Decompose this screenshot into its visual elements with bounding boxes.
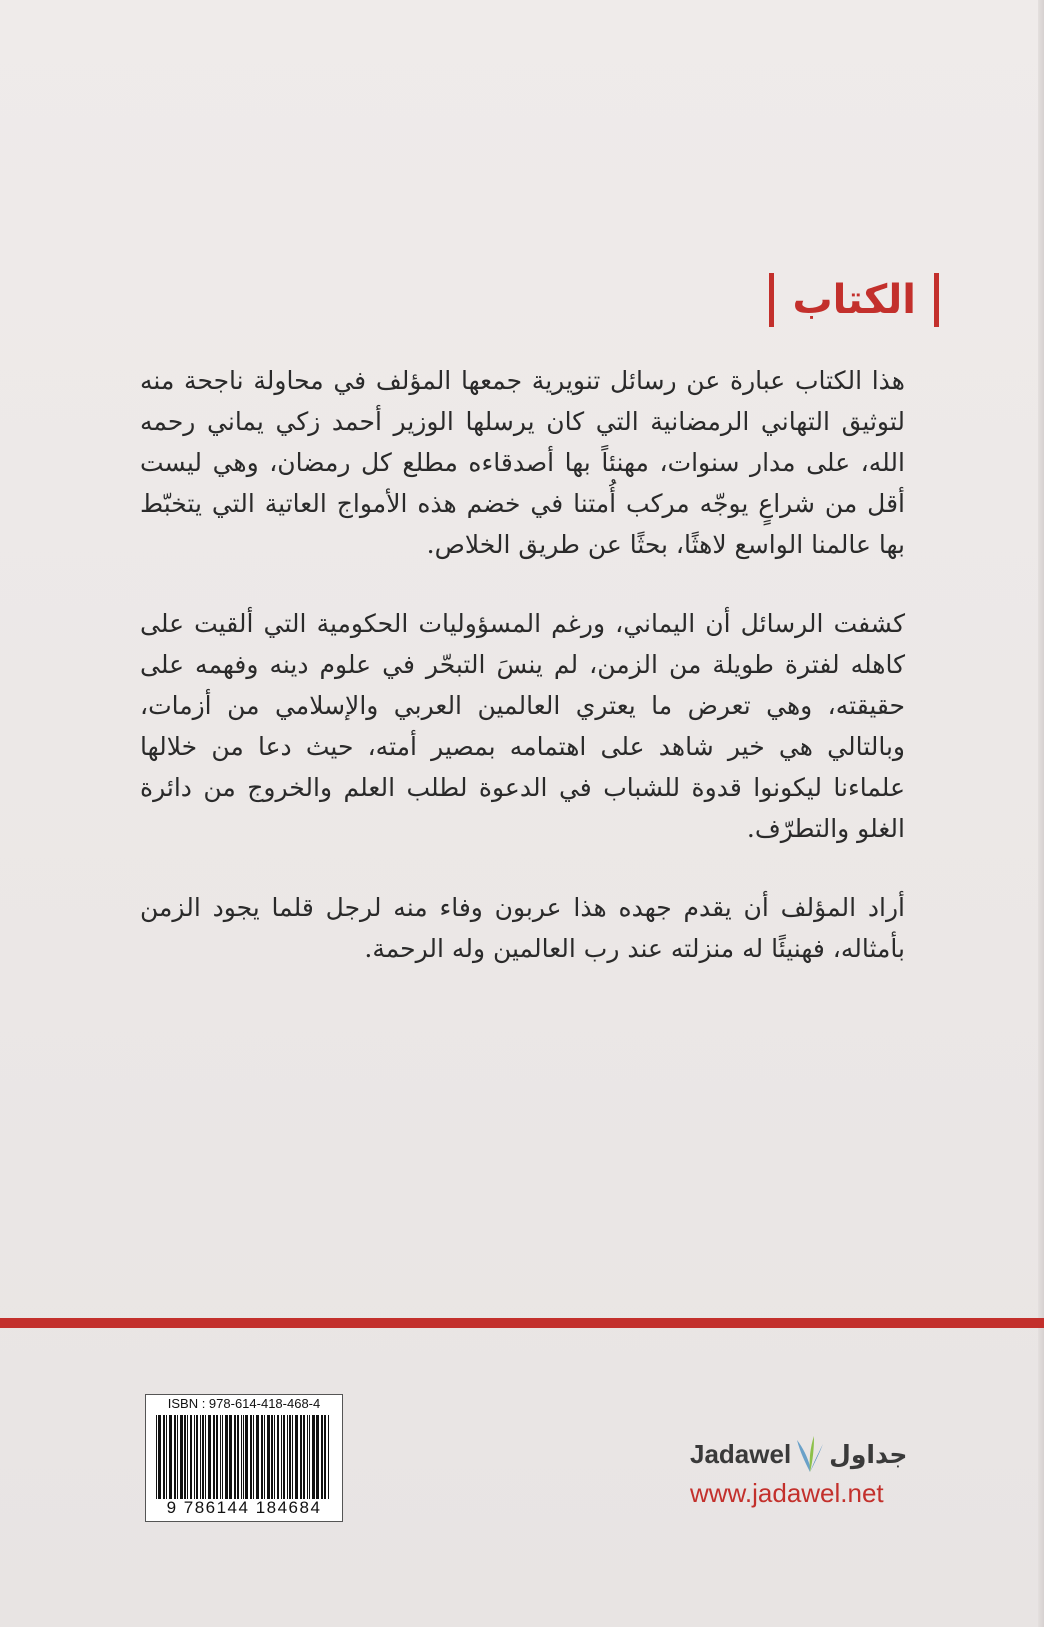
page-edge (1038, 0, 1044, 1627)
publisher-name-ar: جداول (829, 1439, 908, 1469)
isbn-barcode-box (145, 1394, 343, 1522)
paragraph-3: أراد المؤلف أن يقدم جهده هذا عربون وفاء منه لرجل قلما يجود الزمن بأمثاله، فهنيئًا له منزلته عند رب العالمين وله الرحمة. (140, 893, 905, 963)
heading-bar-right (934, 273, 939, 327)
blurb-text (140, 360, 905, 1007)
paragraph-2: كشفت الرسائل أن اليماني، ورغم المسؤوليات الحكومية التي ألقيت على كاهله لفترة طويلة من الزمن، لم ينسَ التبحّر في علوم دينه وفهمه على حقيقته، وهي تعرض ما يعتري العالمين العربي والإسلامي من أزمات، وبالتالي هي خير شاهد على اهتمامه بمصير أمته، حيث دعا من خلالها علماءنا ليكونوا قدوة للشباب في الدعوة لطلب العلم والخروج من دائرة الغلو والتطرّف. (140, 609, 905, 843)
heading-title: الكتاب (792, 277, 916, 323)
heading-bar-left (769, 273, 774, 327)
publisher-logo (690, 1434, 935, 1514)
barcode-digits: 9 786144 184684 (166, 1498, 322, 1517)
publisher-name-en: Jadawel (690, 1438, 792, 1469)
divider-line (0, 1318, 1044, 1328)
isbn-label: ISBN : 978-614-418-468-4 (167, 1396, 321, 1411)
logo-row (690, 1434, 907, 1474)
barcode-icon (154, 1415, 334, 1499)
publisher-url: www.jadawel.net (690, 1478, 884, 1508)
paragraph-1: هذا الكتاب عبارة عن رسائل تنويرية جمعها المؤلف في محاولة ناجحة منه لتوثيق التهاني الرمضانية التي كان يرسلها الوزير أحمد زكي يماني رحمه الله، على مدار سنوات، مهنئاً بها أصدقاءه مطلع كل رمضان، وهي ليست أقل من شراعٍ يوجّه مركب أُمتنا في خضم هذه الأمواج العاتية التي يتخبّط بها عالمنا الواسع لاهثًا، بحثًا عن طريق الخلاص. (140, 366, 905, 559)
section-heading (769, 268, 939, 332)
leaf-logo-icon (795, 1434, 825, 1474)
